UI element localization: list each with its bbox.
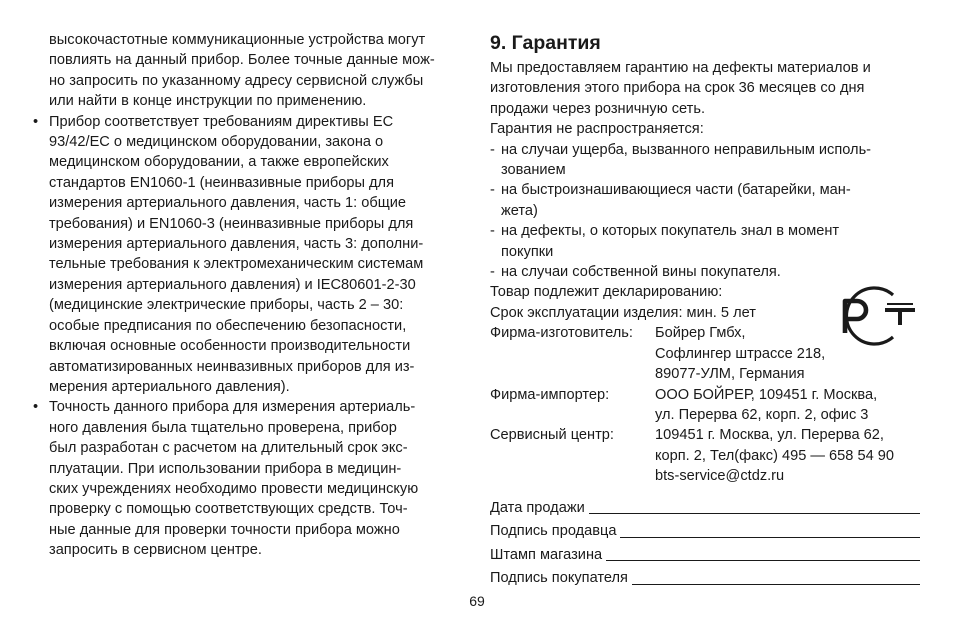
left-column <box>33 30 469 561</box>
service-center-label: Сервисный центр: <box>490 427 614 444</box>
bullet-icon: • <box>33 113 39 130</box>
blank-line <box>620 536 920 538</box>
warranty-intro: Мы предоставляем гарантию на дефекты материалов и изготовления этого прибора на срок 36 месяцев со дня продажи через розничную сеть. <box>490 60 871 117</box>
service-center-row <box>490 425 922 486</box>
section-heading: 9. Гарантия <box>490 32 601 54</box>
page-number: 69 <box>469 593 485 609</box>
exclusion-item: - на случаи ущерба, вызванного неправильным исполь- зованием <box>490 141 872 179</box>
paragraph-interference: высокочастотные коммуникационные устройства могут повлиять на данный прибор. Более точные данные мож- но запросить по указанному адресу сервисной службы или найти в конце инструкции по применению. <box>49 32 435 110</box>
buyer-signature-field: Подпись покупателя <box>490 565 920 589</box>
bullet-icon: • <box>33 399 39 416</box>
declaration-text: Товар подлежит декларированию: <box>490 284 723 301</box>
signature-fields <box>490 495 920 589</box>
manufacturer-label: Фирма-изготовитель: <box>490 325 633 342</box>
exclusion-item: - на случаи собственной вины покупателя. <box>490 264 781 281</box>
service-center-value: 109451 г. Москва, ул. Перерва 62, корп. 2, Тел(факс) 495 — 658 54 90 bts-service@ctdz.ru <box>655 427 894 485</box>
rst-certification-logo-icon <box>823 285 919 347</box>
importer-value: ООО БОЙРЕР, 109451 г. Москва, ул. Перерва 62, корп. 2, офис 3 <box>655 386 878 423</box>
seller-signature-field: Подпись продавца <box>490 518 920 542</box>
blank-line <box>589 512 920 514</box>
blank-line <box>632 583 920 585</box>
exclusion-item: - на быстроизнашивающиеся части (батарейки, ман- жета) <box>490 182 851 219</box>
bullet-accuracy: • Точность данного прибора для измерения артериаль- ного давления была тщательно проверена, прибор был разработан с расчетом на длительный срок экс- плуатации. При использовании прибора в медицин- ских учреждениях необходимо провести медицинскую проверку с помощью соответствующих средств. Точ- ные данные для проверки точности прибора можно запросить в сервисном центре. <box>33 399 419 559</box>
sale-date-field: Дата продажи <box>490 495 920 519</box>
store-stamp-field: Штамп магазина <box>490 542 920 566</box>
importer-label: Фирма-импортер: <box>490 386 610 403</box>
importer-row <box>490 385 922 426</box>
service-life-text: Срок эксплуатации изделия: мин. 5 лет <box>490 304 756 321</box>
exclusion-item: - на дефекты, о которых покупатель знал в момент покупки <box>490 223 840 260</box>
blank-line <box>606 559 920 561</box>
manufacturer-value: Бойрер Гмбх, Софлингер штрассе 218, 89077-УЛМ, Германия <box>655 325 826 383</box>
not-covered-label: Гарантия не распространяется: <box>490 121 704 138</box>
bullet-compliance: • Прибор соответствует требованиям директивы ЕС 93/42/ЕС о медицинском оборудовании, закона о медицинском оборудовании, а также европейских стандартов EN1060-1 (неинвазивные приборы для измерения артериального давления, часть 1: общие требования) и EN1060-3 (неинвазивные приборы для измерения артериального давления, часть 3: дополни- тельные требования к электромеханическим системам измерения артериального давления) и IEC80601-2-30 (медицинские электрические приборы, часть 2 – 30: особые предписания по обеспечению безопасности, включая основные особенности производительности автоматизированных неинвазивных приборов для из- мерения артериального давления). <box>33 113 424 395</box>
